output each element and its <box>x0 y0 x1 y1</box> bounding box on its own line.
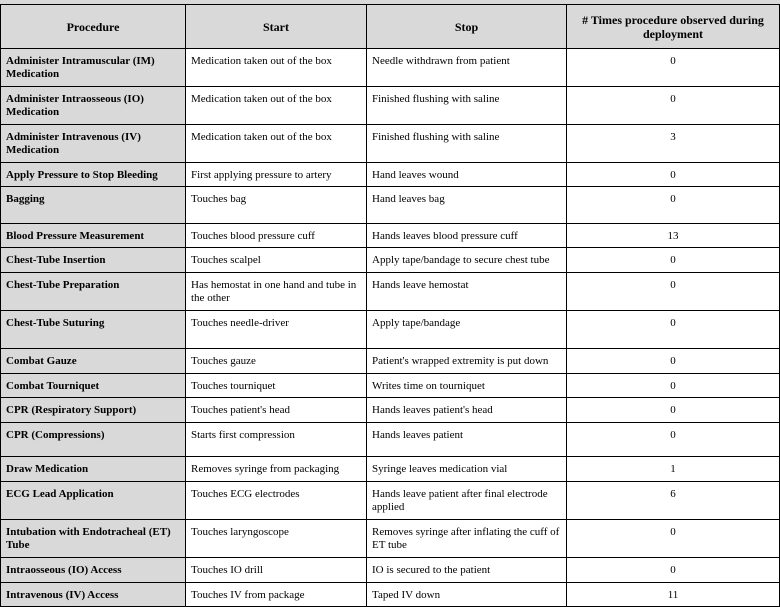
table-row <box>1 374 780 398</box>
procedure-cell: Intraosseous (IO) Access <box>1 558 186 583</box>
procedure-cell: Combat Tourniquet <box>1 374 186 398</box>
procedure-cell: ECG Lead Application <box>1 482 186 520</box>
table-row <box>1 224 780 248</box>
count-cell: 0 <box>567 163 780 187</box>
count-cell: 13 <box>567 224 780 248</box>
stop-cell: Syringe leaves medication vial <box>367 457 567 482</box>
start-cell: Starts first compression <box>186 423 367 457</box>
procedure-cell: Bagging <box>1 187 186 224</box>
count-cell: 0 <box>567 273 780 311</box>
procedure-cell: Blood Pressure Measurement <box>1 224 186 248</box>
stop-cell: Hands leaves blood pressure cuff <box>367 224 567 248</box>
table-row <box>1 87 780 125</box>
table-row <box>1 49 780 87</box>
stop-cell: IO is secured to the patient <box>367 558 567 583</box>
table-row <box>1 520 780 558</box>
start-cell: Removes syringe from packaging <box>186 457 367 482</box>
stop-cell: Writes time on tourniquet <box>367 374 567 398</box>
start-cell: Touches ECG electrodes <box>186 482 367 520</box>
count-cell: 0 <box>567 87 780 125</box>
stop-cell: Hands leave patient after final electrode applied <box>367 482 567 520</box>
count-cell: 0 <box>567 49 780 87</box>
header-procedure: Procedure <box>1 5 186 49</box>
start-cell: Touches blood pressure cuff <box>186 224 367 248</box>
stop-cell: Taped IV down <box>367 583 567 607</box>
start-cell: Touches bag <box>186 187 367 224</box>
procedure-cell: Intubation with Endotracheal (ET) Tube <box>1 520 186 558</box>
start-cell: First applying pressure to artery <box>186 163 367 187</box>
start-cell: Has hemostat in one hand and tube in the other <box>186 273 367 311</box>
stop-cell: Hand leaves bag <box>367 187 567 224</box>
procedure-cell: Intravenous (IV) Access <box>1 583 186 607</box>
procedure-cell: Combat Gauze <box>1 349 186 374</box>
table-row <box>1 163 780 187</box>
table-row <box>1 583 780 607</box>
header-times-observed: # Times procedure observed during deployment <box>567 5 780 49</box>
stop-cell: Needle withdrawn from patient <box>367 49 567 87</box>
count-cell: 0 <box>567 558 780 583</box>
start-cell: Touches IV from package <box>186 583 367 607</box>
procedure-cell: Draw Medication <box>1 457 186 482</box>
table-row <box>1 482 780 520</box>
stop-cell: Hands leaves patient's head <box>367 398 567 423</box>
stop-cell: Finished flushing with saline <box>367 87 567 125</box>
procedure-cell: Chest-Tube Preparation <box>1 273 186 311</box>
procedure-cell: Chest-Tube Suturing <box>1 311 186 349</box>
stop-cell: Apply tape/bandage <box>367 311 567 349</box>
count-cell: 0 <box>567 311 780 349</box>
count-cell: 11 <box>567 583 780 607</box>
procedure-cell: Apply Pressure to Stop Bleeding <box>1 163 186 187</box>
start-cell: Touches scalpel <box>186 248 367 273</box>
header-stop: Stop <box>367 5 567 49</box>
start-cell: Touches laryngoscope <box>186 520 367 558</box>
count-cell: 0 <box>567 248 780 273</box>
count-cell: 6 <box>567 482 780 520</box>
stop-cell: Hands leave hemostat <box>367 273 567 311</box>
stop-cell: Hands leaves patient <box>367 423 567 457</box>
stop-cell: Removes syringe after inflating the cuff of ET tube <box>367 520 567 558</box>
count-cell: 1 <box>567 457 780 482</box>
start-cell: Touches needle-driver <box>186 311 367 349</box>
header-row <box>1 5 780 49</box>
table-row <box>1 398 780 423</box>
table-row <box>1 273 780 311</box>
count-cell: 3 <box>567 125 780 163</box>
procedure-cell: Administer Intramuscular (IM) Medication <box>1 49 186 87</box>
header-start: Start <box>186 5 367 49</box>
procedure-cell: CPR (Compressions) <box>1 423 186 457</box>
stop-cell: Hand leaves wound <box>367 163 567 187</box>
procedure-cell: CPR (Respiratory Support) <box>1 398 186 423</box>
start-cell: Touches IO drill <box>186 558 367 583</box>
table-row <box>1 457 780 482</box>
table-row <box>1 311 780 349</box>
table-row <box>1 248 780 273</box>
table-row <box>1 349 780 374</box>
start-cell: Touches tourniquet <box>186 374 367 398</box>
count-cell: 0 <box>567 423 780 457</box>
start-cell: Medication taken out of the box <box>186 87 367 125</box>
table-row <box>1 423 780 457</box>
start-cell: Medication taken out of the box <box>186 125 367 163</box>
table-row <box>1 125 780 163</box>
count-cell: 0 <box>567 374 780 398</box>
count-cell: 0 <box>567 398 780 423</box>
count-cell: 0 <box>567 520 780 558</box>
procedure-cell: Administer Intraosseous (IO) Medication <box>1 87 186 125</box>
count-cell: 0 <box>567 187 780 224</box>
start-cell: Touches gauze <box>186 349 367 374</box>
stop-cell: Finished flushing with saline <box>367 125 567 163</box>
procedures-table <box>0 4 780 607</box>
table-row <box>1 558 780 583</box>
start-cell: Touches patient's head <box>186 398 367 423</box>
table-row <box>1 187 780 224</box>
procedure-cell: Administer Intravenous (IV) Medication <box>1 125 186 163</box>
table-body <box>1 49 780 607</box>
start-cell: Medication taken out of the box <box>186 49 367 87</box>
count-cell: 0 <box>567 349 780 374</box>
procedure-cell: Chest-Tube Insertion <box>1 248 186 273</box>
stop-cell: Apply tape/bandage to secure chest tube <box>367 248 567 273</box>
stop-cell: Patient's wrapped extremity is put down <box>367 349 567 374</box>
